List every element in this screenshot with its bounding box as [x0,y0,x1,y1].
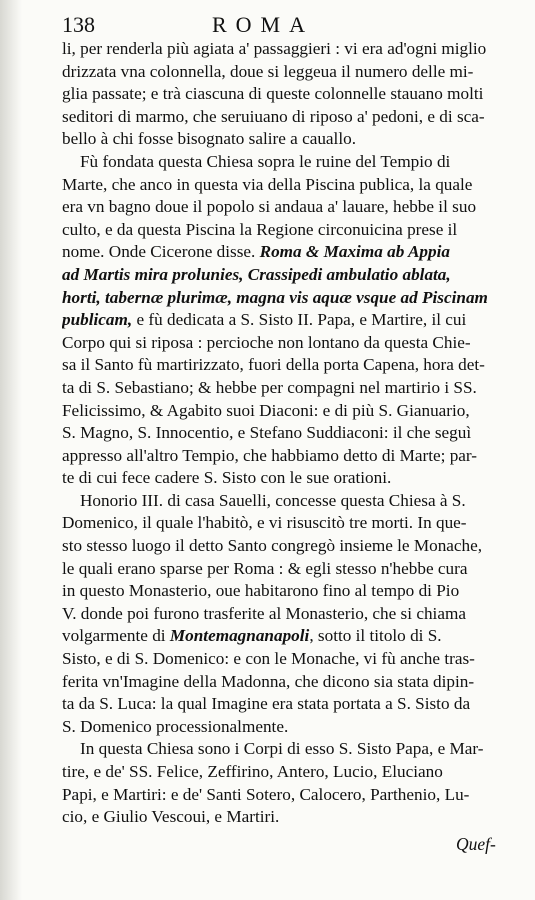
text-line [62,671,524,694]
catchword: Quef- [456,834,496,854]
text-line [62,625,524,648]
text-span: bello à chi fosse bisognato salire a cauallo. [62,129,357,149]
italic-quote-span: publicam, [62,310,133,330]
text-line [62,558,524,581]
text-line [62,174,524,197]
text-span: Felicissimo, & Agabito suoi Diaconi: e di più S. Gianuario, [62,400,470,420]
text-line [62,648,524,671]
text-line [62,716,524,739]
text-span: ta da S. Luca: la qual Imagine era stata portata a S. Sisto da [62,694,471,714]
text-line [62,445,524,468]
text-line [62,219,524,242]
text-line [62,83,524,106]
text-span: V. donde poi furono trasferite al Monasterio, che si chiama [62,603,466,623]
text-span: S. Magno, S. Innocentio, e Stefano Suddiaconi: il che seguì [62,423,472,443]
text-span: era vn bagno doue il popolo si andaua a' lauare, hebbe il suo [62,197,477,217]
text-line [62,535,524,558]
text-line [62,151,524,174]
text-line [62,241,524,264]
text-line [62,467,524,490]
text-span: Fù fondata questa Chiesa sopra le ruine del Tempio di [80,151,451,171]
text-span: seditori di marmo, che seruiuano di riposo a' pedoni, e di sca- [62,106,485,126]
italic-quote-span: Roma & Maxima ab Appia [259,242,450,262]
text-span: le quali erano sparse per Roma : & egli stesso n'hebbe cura [62,558,468,578]
text-line [62,580,524,603]
text-line [62,38,524,61]
text-span: appresso all'altro Tempio, che habbiamo detto di Marte; par- [62,445,478,465]
text-span: Corpo qui si riposa : percioche non lontano da questa Chie- [62,332,471,352]
text-line [62,400,524,423]
text-span: volgarmente di [62,626,170,646]
text-span: Papi, e Martiri: e de' Santi Sotero, Calocero, Parthenio, Lu- [62,784,470,804]
text-line [62,738,524,761]
text-span: drizzata vna colonnella, doue si leggeua il numero delle mi- [62,61,474,81]
text-span: S. Domenico processionalmente. [62,716,289,736]
text-body [62,38,524,829]
text-span: Honorio III. di casa Sauelli, concesse questa Chiesa à S. [80,490,466,510]
text-line [62,264,524,287]
text-line [62,128,524,151]
text-line [62,332,524,355]
italic-quote-span: Montemagnanapoli [169,626,310,646]
text-line [62,377,524,400]
text-span: glia passate; e trà ciascuna di queste colonnelle stauano molti [62,84,484,104]
text-line [62,61,524,84]
text-line [62,784,524,807]
text-line [62,761,524,784]
italic-quote-span: ad Martis mira prolunies, Crassipedi ambulatio ablata, [62,264,451,284]
text-span: cio, e Giulio Vescoui, e Martiri. [62,807,280,827]
text-line [62,196,524,219]
text-span: , sotto il titolo di S. [309,626,442,646]
text-line [62,422,524,445]
text-span: In questa Chiesa sono i Corpi di esso S. Sisto Papa, e Mar- [80,739,484,759]
text-line [62,693,524,716]
text-line [62,490,524,513]
text-span: Sisto, e di S. Domenico: e con le Monache, vi fù anche tras- [62,649,475,669]
text-span: ta di S. Sebastiano; & hebbe per compagni nel martirio i SS. [62,377,477,397]
text-span: Domenico, il quale l'habitò, e vi risuscitò tre morti. In que- [62,513,467,533]
text-line [62,512,524,535]
page-number: 138 [62,12,95,37]
text-line [62,806,524,829]
page-gutter-shadow [0,0,22,900]
page-header [62,12,482,40]
text-span: te di cui fece cadere S. Sisto con le sue orationi. [62,468,392,488]
text-span: tire, e de' SS. Felice, Zeffirino, Antero, Lucio, Eluciano [62,762,443,781]
text-line [62,106,524,129]
text-span: sto stesso luogo il detto Santo congregò insieme le Monache, [62,536,483,556]
text-span: ferita vn'Imagine della Madonna, che dicono sia stata dipin- [62,671,475,691]
text-span: in questo Monasterio, oue habitarono fino al tempo di Pio [62,581,460,601]
text-line [62,287,524,310]
text-span: nome. Onde Cicerone disse. [62,242,260,262]
italic-quote-span: horti, tabernæ plurimæ, magna vis aquæ vsque ad Piscinam [62,287,488,307]
text-line [62,603,524,626]
text-line [62,309,524,332]
running-head: ROMA [212,12,315,37]
text-span: e fù dedicata a S. Sisto II. Papa, e Martire, il cui [132,310,467,330]
text-span: culto, e da questa Piscina la Regione circonuicina prese il [62,219,458,239]
text-line [62,354,524,377]
text-span: Marte, che anco in questa via della Piscina publica, la quale [62,174,473,194]
text-span: li, per renderla più agiata a' passaggieri : vi era ad'ogni miglio [62,39,487,58]
text-span: sa il Santo fù martirizzato, fuori della porta Capena, hora det- [62,355,485,375]
